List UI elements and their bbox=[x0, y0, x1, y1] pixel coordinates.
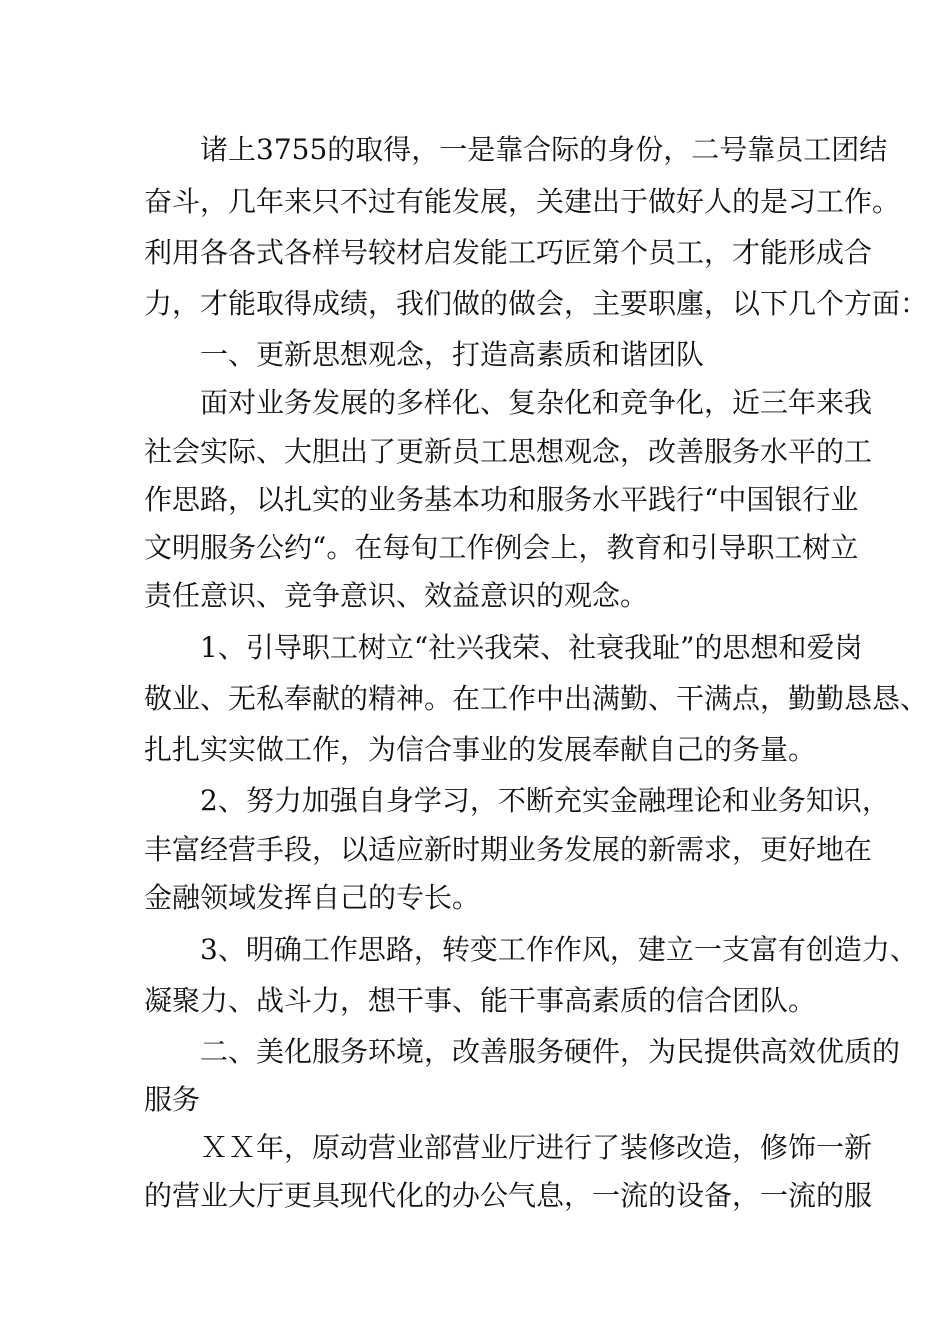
text-line: 的营业大厅更具现代化的办公气息，一流的设备，一流的服 bbox=[144, 1179, 873, 1212]
text-line: 3、明确工作思路，转变工作作风，建立一支富有创造力、 bbox=[200, 933, 918, 966]
text-line: 金融领域发挥自己的专长。 bbox=[144, 881, 481, 914]
text-line: 利用各各式各样号较材启发能工巧匠第个员工，才能形成合 bbox=[144, 236, 873, 269]
section-heading: 一、更新思想观念，打造高素质和谐团队 bbox=[200, 338, 705, 371]
section-heading: 二、美化服务环境，改善服务硬件，为民提供高效优质的 bbox=[200, 1035, 901, 1068]
text-line: 凝聚力、战斗力，想干事、能干事高素质的信合团队。 bbox=[144, 984, 817, 1017]
text-line: 作思路，以扎实的业务基本功和服务水平践行“中国银行业 bbox=[144, 483, 859, 516]
text-line: 文明服务公约“。在每旬工作例会上，教育和引导职工树立 bbox=[144, 531, 859, 564]
text-line: 责任意识、竞争意识、效益意识的观念。 bbox=[144, 579, 649, 612]
text-line: 力，才能取得成绩，我们做的做会，主要职廛，以下几个方面： bbox=[144, 287, 929, 320]
section-heading: 服务 bbox=[144, 1083, 201, 1116]
text-line: 扎扎实实做工作，为信合事业的发展奉献自己的务量。 bbox=[144, 733, 817, 766]
text-line: 2、努力加强自身学习，不断充实金融理论和业务知识， bbox=[200, 784, 890, 817]
text-line: 社会实际、大胆出了更新员工思想观念，改善服务水平的工 bbox=[144, 435, 873, 468]
text-line: ＸＸ年，原动营业部营业厅进行了装修改造，修饰一新 bbox=[200, 1131, 873, 1164]
text-line: 丰富经营手段，以适应新时期业务发展的新需求，更好地在 bbox=[144, 833, 873, 866]
text-line: 1、引导职工树立“社兴我荣、社衰我耻”的思想和爱岗 bbox=[200, 631, 863, 664]
text-line: 敬业、无私奉献的精神。在工作中出满勤、干满点，勤勤恳恳、 bbox=[144, 682, 929, 715]
text-line: 面对业务发展的多样化、复杂化和竞争化，近三年来我 bbox=[200, 386, 873, 419]
text-line: 奋斗，几年来只不过有能发展，关建出于做好人的是习工作。 bbox=[144, 185, 901, 218]
text-line: 诸上3755的取得，一是靠合际的身份，二号靠员工团结 bbox=[200, 133, 888, 166]
